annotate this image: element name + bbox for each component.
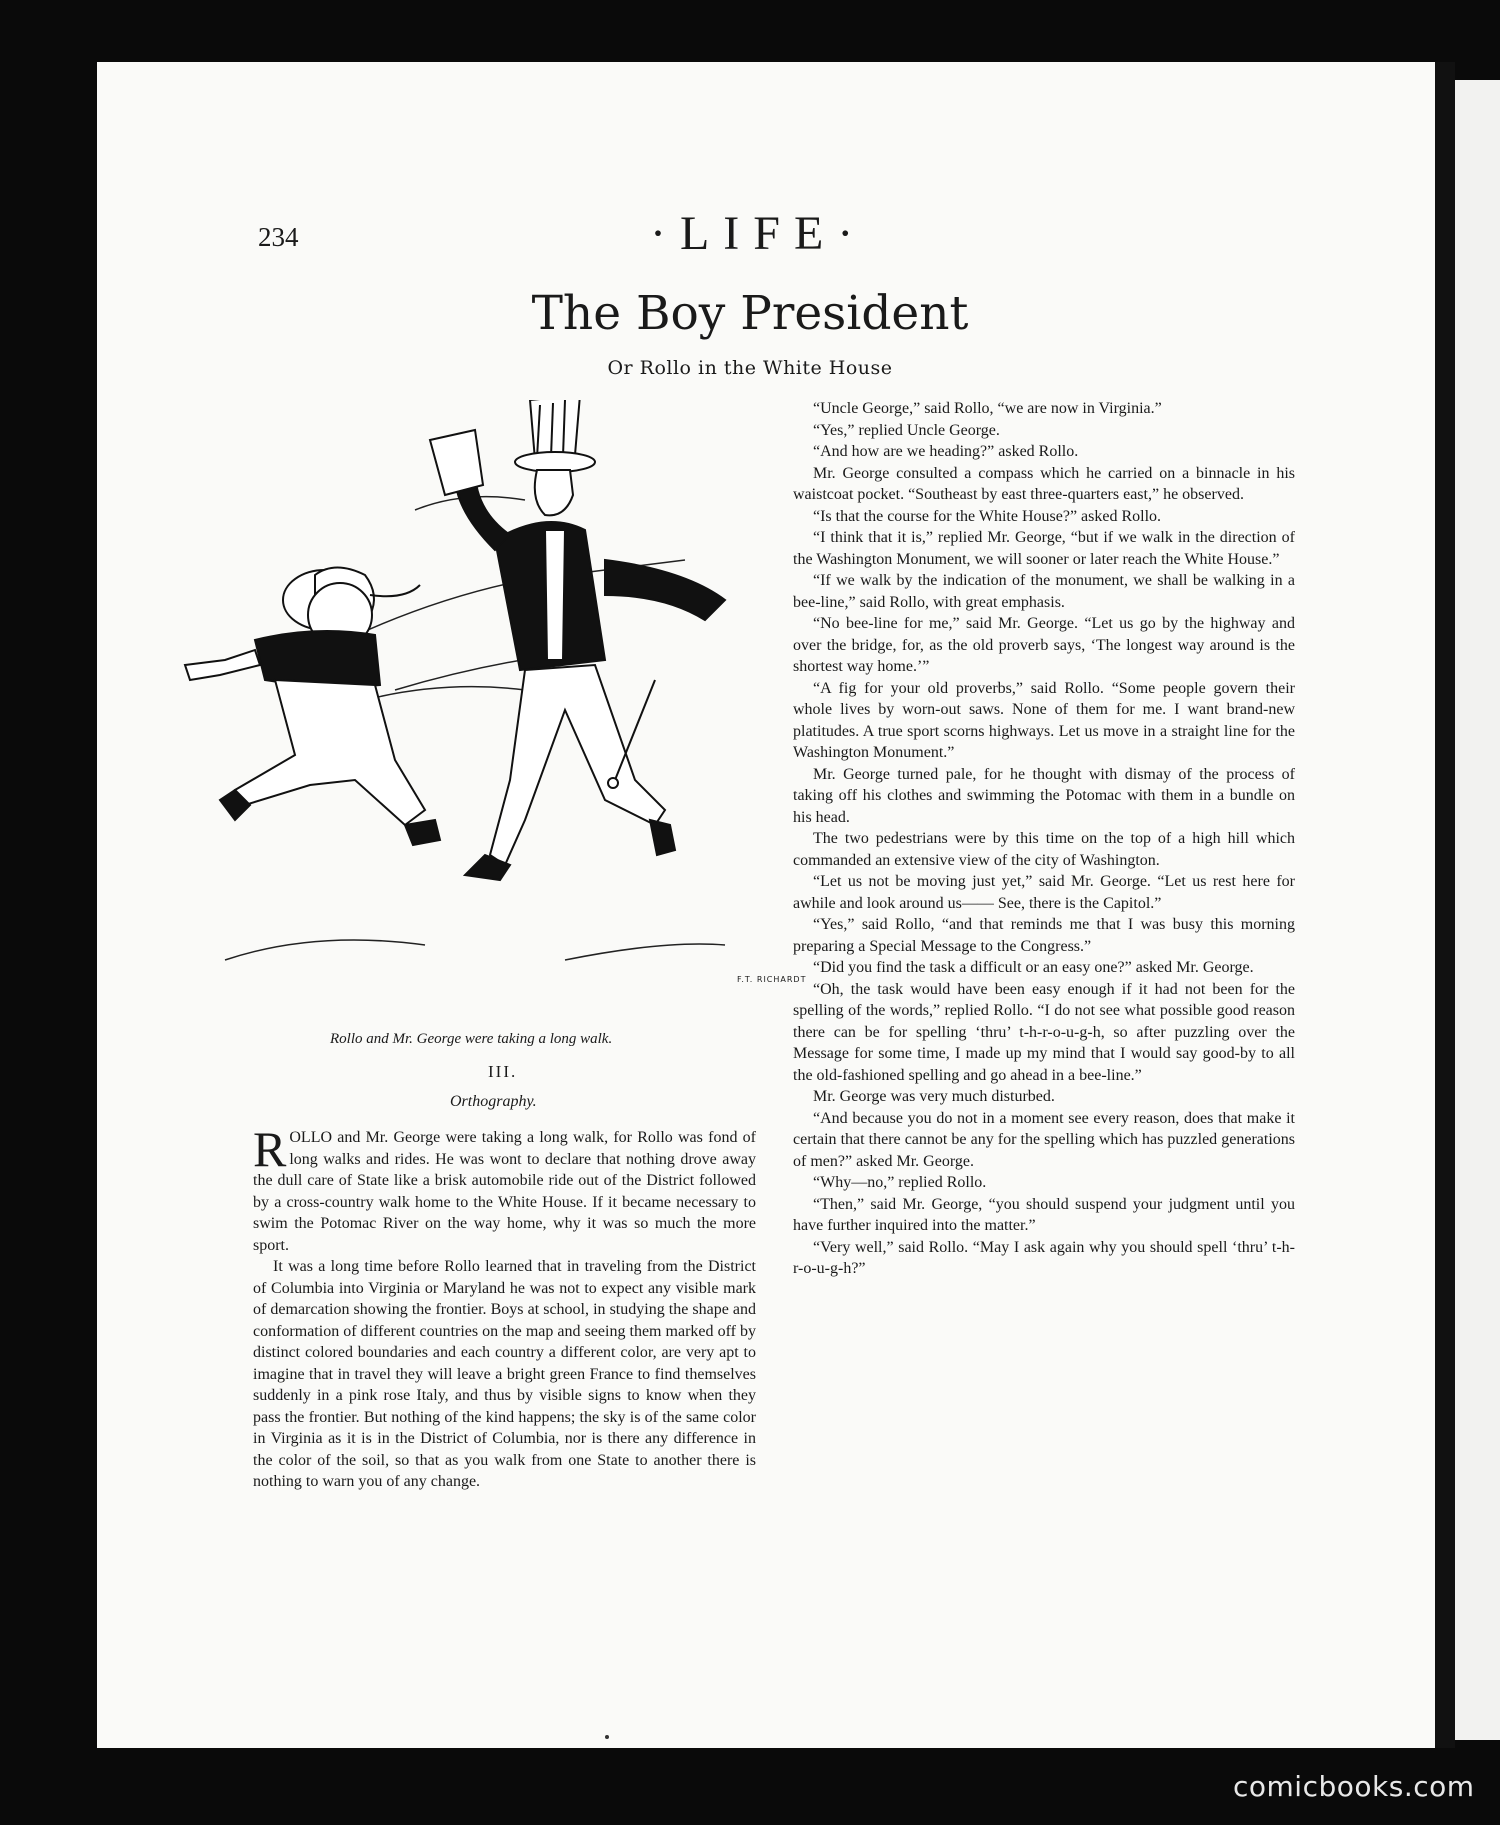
paragraph: The two pedestrians were by this time on the top of a high hill which commanded an extensive view of the city of Washington.: [793, 830, 1295, 869]
paragraph: “Very well,” said Rollo. “May I ask again why you should spell ‘thru’ t-h-r-o-u-g-h?”: [793, 1238, 1295, 1277]
paragraph: “Let us not be moving just yet,” said Mr. George. “Let us rest here for awhile and look around us—— See, there is the Capitol.”: [793, 873, 1295, 912]
paragraph: Mr. George was very much disturbed.: [813, 1088, 1055, 1105]
paragraph: “Then,” said Mr. George, “you should suspend your judgment until you have further inquired into the matter.”: [793, 1195, 1295, 1234]
section-number: III.: [488, 1062, 518, 1081]
paragraph: “Yes,” said Rollo, “and that reminds me that I was busy this morning preparing a Special Message to the Congress.”: [793, 916, 1295, 955]
paragraph: “A fig for your old proverbs,” said Rollo. “Some people govern their whole lives by worn-out saws. None of them for me. I want brand-new platitudes. A true sport scorns highways. Let us move in a straight line for the Washington Monument.”: [793, 679, 1295, 761]
paragraph: “Did you find the task a difficult or an easy one?” asked Mr. George.: [813, 959, 1254, 976]
page-mark: [605, 1735, 609, 1739]
section-title: Orthography.: [450, 1093, 537, 1110]
paragraph-text: OLLO and Mr. George were taking a long walk, for Rollo was fond of long walks and rides. He was wont to declare that nothing drove away the dull care of State like a brisk automobile ride out of the District followed by a cross-country walk home to the White House. If it became necessary to swim the Potomac River on the way home, why it was so much the more sport.: [253, 1129, 756, 1254]
paragraph: “Yes,” replied Uncle George.: [813, 421, 1000, 439]
illustrator-signature: F.T. RICHARDT: [737, 975, 807, 984]
paragraph: “If we walk by the indication of the monument, we shall be walking in a bee-line,” said Rollo, with great emphasis.: [793, 572, 1295, 611]
drop-cap: R: [253, 1121, 287, 1177]
paragraph: “Uncle George,” said Rollo, “we are now in Virginia.”: [813, 400, 1162, 417]
paragraph: “And how are we heading?” asked Rollo.: [813, 443, 1079, 460]
illustration-caption: Rollo and Mr. George were taking a long walk.: [330, 1031, 613, 1047]
paragraph: Mr. George turned pale, for he thought with dismay of the process of taking off his clothes and swimming the Potomac with them in a bundle on his head.: [793, 765, 1295, 826]
paragraph: “Oh, the task would have been easy enough if it had not been for the spelling of the words,” replied Rollo. “I do not see what possible good reason there can be for spelling ‘thru’ t-h-r-o-u-g-h, so after puzzling over the Message for some time, I made up my mind that I would say good-by to all the old-fashioned spelling and go ahead in a bee-line.”: [793, 980, 1295, 1084]
paragraph: “Is that the course for the White House?” asked Rollo.: [813, 507, 1162, 525]
paragraph: “And because you do not in a moment see every reason, does that make it certain that there cannot be any for the spelling which has puzzled generations of men?” asked Mr. George.: [793, 1109, 1295, 1170]
page-number: 234: [258, 222, 299, 252]
illustration: [165, 400, 875, 1020]
article-title: The Boy President: [531, 286, 969, 341]
paragraph: “Why—no,” replied Rollo.: [813, 1174, 987, 1191]
paragraph: It was a long time before Rollo learned that in traveling from the District of Columbia into Virginia or Maryland he was not to expect any visible mark of demarcation showing the frontier. Boys at school, in studying the shape and conformation of different countries on the map and seeing them marked off by distinct colored boundaries and each country a different color, are very apt to imagine that in travel they will leave a bright green France to find themselves suddenly in a pink rose Italy, and thus by visible signs to know when they pass the frontier. But nothing of the kind happens; the sky is of the same color in Virginia as it is in the District of Columbia, nor is there any difference in the color of the soil, so that as you walk from one State to another there is nothing to warn you of any change.: [253, 1258, 756, 1490]
mr-george-figure: [430, 400, 725, 880]
watermark: comicbooks.com: [1233, 1770, 1475, 1803]
paragraph: “I think that it is,” replied Mr. George, “but if we walk in the direction of the Washington Monument, we will sooner or later reach the White House.”: [793, 529, 1295, 568]
right-column: [793, 398, 1295, 1280]
paragraph: “No bee-line for me,” said Mr. George. “Let us go by the highway and over the bridge, for, as the old proverb says, ‘The longest way around is the shortest way home.’”: [793, 615, 1295, 675]
rollo-figure: [185, 568, 440, 846]
masthead: ·LIFE·: [650, 207, 868, 260]
paragraph: Mr. George consulted a compass which he carried on a binnacle in his waistcoat pocket. “Southeast by east three-quarters east,” he observed.: [793, 464, 1295, 503]
paragraph: [253, 1121, 756, 1256]
left-column: [253, 1121, 756, 1493]
article-subtitle: Or Rollo in the White House: [607, 357, 893, 379]
